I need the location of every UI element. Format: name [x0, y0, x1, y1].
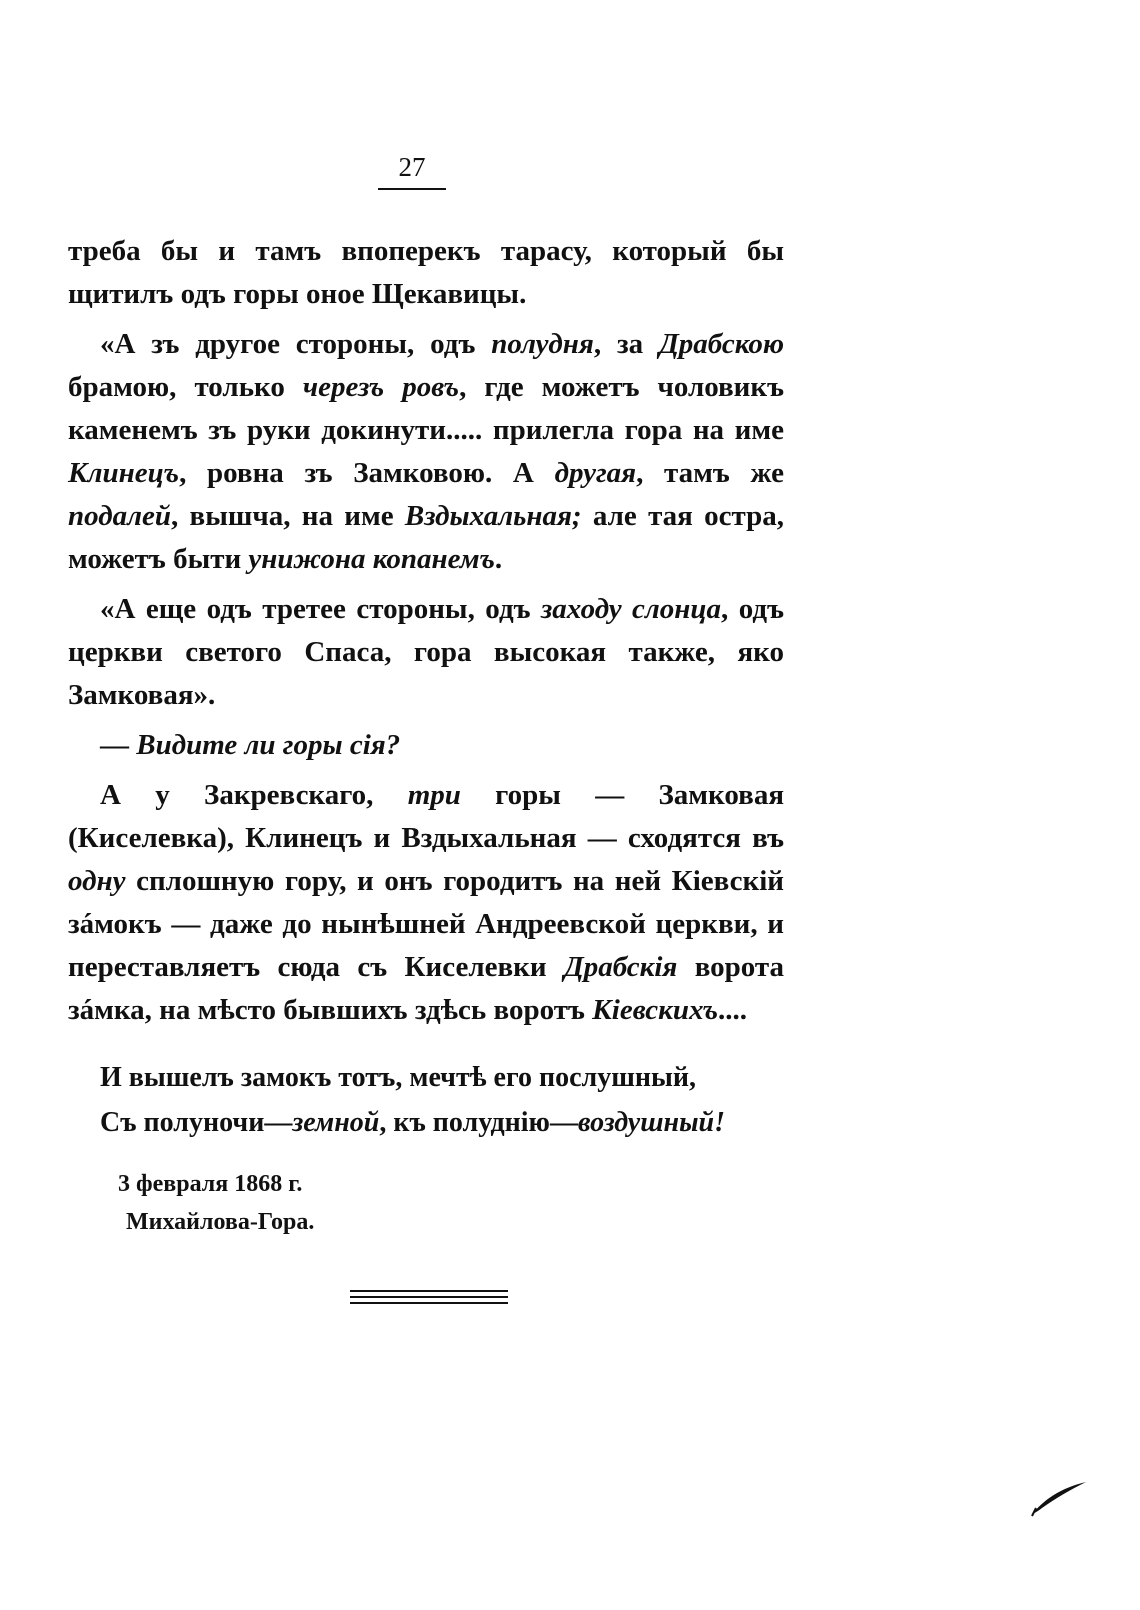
dateline	[118, 1165, 314, 1241]
italic-run: полудня	[491, 328, 594, 360]
end-rule	[350, 1296, 508, 1298]
date: 3 февраля 1868 г.	[118, 1171, 303, 1197]
paragraph	[68, 323, 784, 581]
verse-line	[100, 1100, 790, 1145]
text-run: але тая остра, можетъ быти	[68, 500, 784, 575]
text-run: , тамъ же	[636, 457, 784, 489]
text-run: , одъ церкви светого Спаса, гора высокая также, яко Замковая».	[68, 593, 784, 711]
text-run: А у Закревскаго,	[100, 779, 408, 811]
verse-line: И вышелъ замокъ тотъ, мечтѣ его послушный,	[100, 1062, 696, 1093]
text-run: .	[494, 543, 503, 575]
text-run: «А зъ другое стороны, одъ	[100, 328, 492, 360]
text-block	[68, 230, 784, 1032]
italic-run: Драбскія	[563, 951, 678, 983]
text-run: —	[100, 729, 137, 761]
end-rule	[350, 1302, 508, 1304]
verse-fragment: Съ полуночи—	[100, 1107, 293, 1138]
end-rule	[350, 1290, 508, 1292]
italic-run: Драбскою	[658, 328, 784, 360]
text-run: , за	[593, 328, 659, 360]
text-run: «А еще одъ третее стороны, одъ	[100, 593, 541, 625]
text-run: сплошную гору, и онъ городитъ на ней Кіевскій зáмокъ — даже до нынѣшней Андреевской церкви, и переставляетъ сюда съ Киселевки	[68, 865, 784, 983]
text-run: брамою, только	[68, 371, 303, 403]
italic-run: три	[407, 779, 461, 811]
italic-run: Видите ли горы сія?	[136, 729, 401, 761]
text-run: , где можетъ чоловикъ каменемъ зъ руки докинути..... прилегла гора на име	[68, 371, 785, 446]
italic-run: Вздыхальная;	[404, 500, 582, 532]
text-run: ворота зáмка, на мѣсто бывшихъ здѣсь воротъ	[68, 951, 785, 1026]
paragraph	[68, 230, 784, 316]
text-run: ....	[718, 994, 748, 1026]
paragraph	[68, 724, 784, 767]
italic-run: черезъ ровъ	[302, 371, 460, 403]
verse	[100, 1055, 790, 1145]
italic-run: одну	[68, 865, 126, 897]
paragraph	[68, 588, 784, 717]
page-number: 27	[398, 152, 426, 182]
italic-run: заходу слонца	[540, 593, 722, 625]
italic-run: Клинецъ	[68, 457, 180, 489]
place: Михайлова-Гора.	[126, 1209, 315, 1235]
quill-mark-icon	[1030, 1478, 1090, 1518]
text-run: , вышча, на име	[171, 500, 405, 532]
text-run: горы — Замковая (Киселевка), Клинецъ и Вздыхальная — сходятся въ	[68, 779, 785, 854]
italic-run: другая	[554, 457, 637, 489]
verse-italic: воздушный!	[577, 1107, 725, 1138]
verse-italic: земной	[292, 1107, 380, 1138]
italic-run: подалей	[68, 500, 172, 532]
italic-run: Кіевскихъ	[592, 994, 719, 1026]
text-run: , ровна зъ Замковою. А	[179, 457, 555, 489]
quill-mark-shape	[1032, 1482, 1086, 1514]
italic-run: унижона копанемъ	[248, 543, 495, 575]
verse-fragment: , къ полуднію—	[379, 1107, 578, 1138]
page-number-rule	[378, 188, 446, 190]
paragraph	[68, 774, 784, 1032]
text-run: треба бы и тамъ впоперекъ тарасу, который бы щитилъ одъ горы оное Щекавицы.	[68, 235, 784, 310]
